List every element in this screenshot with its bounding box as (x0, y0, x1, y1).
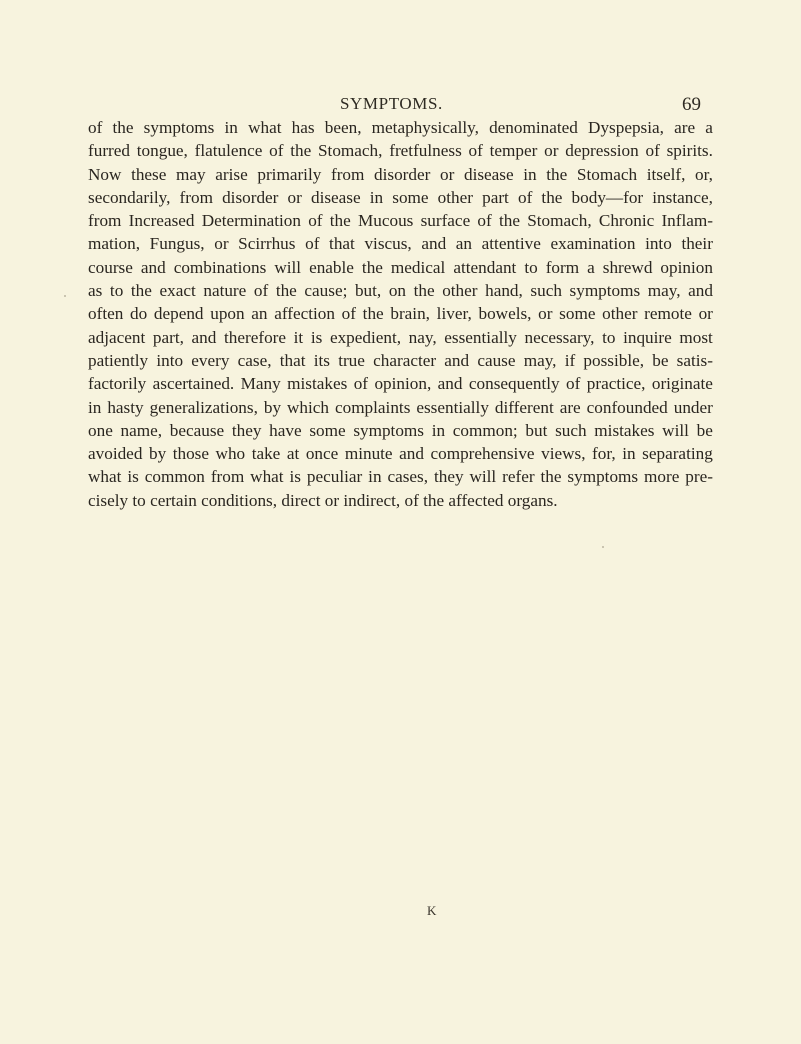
word: the (546, 164, 568, 184)
word: once (305, 444, 339, 464)
word: true (338, 350, 365, 370)
word: direct (281, 490, 321, 510)
word: or (324, 490, 340, 510)
word: part (482, 187, 509, 207)
word: take (251, 444, 281, 464)
word: name, (120, 420, 163, 440)
word: every (191, 350, 230, 370)
signature-mark: K (427, 903, 437, 918)
word: refer (502, 467, 535, 487)
word: the (361, 257, 383, 277)
word: Determination (201, 211, 301, 231)
word: of (645, 141, 660, 161)
word: essentially (416, 397, 489, 417)
text-line (88, 396, 713, 419)
word: what (248, 118, 282, 137)
word: course (88, 257, 133, 277)
word: mation, (88, 234, 141, 254)
word: Scirrhus (238, 234, 296, 254)
word: or (287, 187, 302, 207)
word: itself, (646, 164, 686, 184)
word: a (587, 257, 595, 277)
word: affected (448, 490, 504, 510)
word: attendant (453, 257, 517, 277)
word: confounded (586, 397, 668, 417)
word: often (88, 304, 124, 324)
word: tongue, (136, 141, 188, 161)
word: spirits. (666, 141, 713, 161)
word: arise (215, 164, 248, 184)
word: what (250, 467, 284, 487)
word: form (545, 257, 580, 277)
word: case, (237, 350, 272, 370)
word: but, (354, 281, 382, 301)
word: Stomach, (527, 211, 592, 231)
word: Stomach (576, 164, 638, 184)
word: flatulence (194, 141, 263, 161)
word: combinations (173, 257, 267, 277)
word: symptoms (353, 420, 424, 440)
word: essentially (444, 327, 517, 347)
word: the (275, 281, 297, 301)
text-line (88, 279, 713, 302)
word: into (645, 234, 672, 254)
word: brain, (390, 304, 430, 324)
word: these (131, 164, 167, 184)
word: disease (310, 187, 361, 207)
word: or, (695, 164, 713, 184)
word: Inflam- (661, 211, 713, 231)
word: been, (324, 118, 362, 137)
word: and (421, 234, 447, 254)
word: opinion (660, 257, 713, 277)
word: or (698, 304, 713, 324)
word: as (88, 281, 103, 301)
word: of (517, 187, 533, 207)
word: the (130, 281, 152, 301)
word: to (109, 281, 124, 301)
word: Fungus, (149, 234, 205, 254)
word: inquire (623, 327, 672, 347)
paper-speck (64, 295, 66, 297)
word: factorily (88, 374, 147, 394)
text-line (88, 326, 713, 349)
word: have (269, 420, 302, 440)
word: of (404, 490, 419, 510)
word: are (674, 118, 696, 137)
word: nature (203, 281, 247, 301)
word: and (191, 327, 217, 347)
word: may, (647, 281, 681, 301)
word: has (291, 118, 315, 137)
word: denominated (489, 118, 578, 137)
text-line (88, 465, 713, 488)
word: most (679, 327, 713, 347)
word: it (293, 327, 304, 347)
word: of (253, 281, 269, 301)
word: separating (642, 444, 713, 464)
word: primarily (257, 164, 322, 184)
word: shrewd (602, 257, 653, 277)
text-line (88, 349, 713, 372)
word: but (525, 420, 548, 440)
word: examination (550, 234, 636, 254)
word: or (544, 141, 559, 161)
word: the (540, 467, 562, 487)
word: part, (152, 327, 184, 347)
word: the (423, 490, 445, 510)
word: Many (240, 374, 281, 394)
page-number: 69 (682, 94, 701, 115)
word: depend (153, 304, 204, 324)
word: pre- (685, 467, 713, 487)
word: necessary, (524, 327, 595, 347)
word: at (286, 444, 300, 464)
word: Now (88, 164, 122, 184)
word: by (263, 397, 282, 417)
word: that (329, 234, 355, 254)
word: into (156, 350, 184, 370)
word: is (310, 327, 323, 347)
word: and (688, 281, 713, 301)
word: fretfulness (389, 141, 462, 161)
word: conditions, (201, 490, 278, 510)
word: the (329, 211, 351, 231)
word: who (215, 444, 246, 464)
word: medical (390, 257, 446, 277)
word: affection (274, 304, 335, 324)
word: the (290, 141, 312, 161)
word: common (144, 467, 205, 487)
word: avoided (88, 444, 143, 464)
text-line (88, 442, 713, 465)
word: certain (150, 490, 197, 510)
word: that (279, 350, 306, 370)
word: depression (565, 141, 639, 161)
word: patiently (88, 350, 149, 370)
word: disorder (222, 187, 279, 207)
word: and (437, 374, 463, 394)
word: is (127, 467, 139, 487)
word: possible, (583, 350, 645, 370)
word: if (564, 350, 576, 370)
word: they (231, 420, 262, 440)
word: generalizations, (149, 397, 258, 417)
word: peculiar (306, 467, 363, 487)
word: in (224, 118, 238, 137)
word: or (214, 234, 229, 254)
word: in (369, 187, 384, 207)
word: in (431, 420, 446, 440)
word: Stomach, (318, 141, 383, 161)
text-line (88, 139, 713, 162)
word: a (705, 118, 713, 137)
word: mistakes (594, 420, 655, 440)
word: Increased (128, 211, 195, 231)
word: to (524, 257, 538, 277)
word: be (652, 350, 669, 370)
word: ascertained. (152, 374, 235, 394)
word: mistakes (287, 374, 348, 394)
running-head-title: SYMPTOMS. (340, 94, 443, 113)
word: Mucous (357, 211, 414, 231)
word: to (132, 490, 146, 510)
word: will (469, 467, 497, 487)
word: symptoms (569, 281, 641, 301)
word: may, (523, 350, 557, 370)
word: common; (452, 420, 518, 440)
word: body—for (571, 187, 644, 207)
word: are (559, 397, 581, 417)
word: what (88, 467, 122, 487)
word: complaints (334, 397, 411, 417)
word: of (468, 141, 483, 161)
text-line (88, 372, 713, 395)
text-line (88, 163, 713, 186)
body-paragraph (88, 116, 713, 512)
word: its (313, 350, 330, 370)
word: other (442, 281, 478, 301)
text-line (88, 186, 713, 209)
word: of (341, 304, 356, 324)
word: expedient, (329, 327, 402, 347)
word: of (269, 141, 284, 161)
word: Dyspepsia, (588, 118, 664, 137)
word: more (644, 467, 680, 487)
word: organs. (507, 490, 558, 510)
word: enable (309, 257, 354, 277)
word: which (287, 397, 330, 417)
word: views, (541, 444, 586, 464)
word: character (373, 350, 437, 370)
word: they (433, 467, 464, 487)
word: from (88, 211, 122, 231)
word: will (662, 420, 689, 440)
text-line (88, 209, 713, 232)
word: attentive (481, 234, 541, 254)
word: of (308, 211, 323, 231)
word: cases, (387, 467, 429, 487)
word: of (305, 234, 320, 254)
word: in (523, 164, 537, 184)
word: is (289, 467, 301, 487)
word: comprehensive (430, 444, 535, 464)
paper-speck (602, 546, 604, 548)
word: such (530, 281, 562, 301)
word: secondarily, (88, 187, 171, 207)
word: some (392, 187, 429, 207)
word: the (112, 118, 134, 137)
word: the (541, 187, 563, 207)
word: the (413, 281, 435, 301)
text-line (88, 256, 713, 279)
word: symptoms (567, 467, 639, 487)
text-line (88, 419, 713, 442)
word: those (172, 444, 209, 464)
word: viscus, (364, 234, 412, 254)
word: by (148, 444, 167, 464)
word: of (477, 211, 492, 231)
word: or (440, 164, 455, 184)
word: cause (477, 350, 516, 370)
word: satis- (676, 350, 713, 370)
word: other (437, 187, 473, 207)
word: different (494, 397, 554, 417)
word: adjacent (88, 327, 146, 347)
word: one (88, 420, 113, 440)
word: instance, (652, 187, 713, 207)
word: temper (489, 141, 538, 161)
word: and (140, 257, 166, 277)
word: of (566, 374, 581, 394)
word: the (498, 211, 520, 231)
word: upon (210, 304, 245, 324)
word: other (602, 304, 638, 324)
running-head (0, 94, 801, 118)
word: hand, (485, 281, 523, 301)
word: under (673, 397, 713, 417)
word: their (681, 234, 713, 254)
word: may (176, 164, 206, 184)
word: exact (159, 281, 196, 301)
text-line (88, 302, 713, 325)
word: bowels, (478, 304, 532, 324)
word: an (455, 234, 473, 254)
word: metaphysically, (371, 118, 479, 137)
word: in (368, 467, 382, 487)
word: originate (651, 374, 713, 394)
word: of (88, 118, 103, 137)
word: some (559, 304, 596, 324)
word: therefore (224, 327, 287, 347)
word: in (622, 444, 636, 464)
word: from (210, 467, 245, 487)
text-line (88, 116, 713, 139)
word: or (538, 304, 553, 324)
word: such (555, 420, 587, 440)
word: an (251, 304, 268, 324)
word: in (88, 397, 102, 417)
word: minute (344, 444, 393, 464)
word: Chronic (598, 211, 655, 231)
word: nay, (408, 327, 437, 347)
word: disorder (374, 164, 431, 184)
word: to (602, 327, 616, 347)
word: of (353, 374, 369, 394)
word: consequently (468, 374, 560, 394)
word: practice, (586, 374, 646, 394)
word: liver, (436, 304, 472, 324)
word: disease (463, 164, 514, 184)
word: for, (592, 444, 616, 464)
word: because (169, 420, 225, 440)
word: from (330, 164, 365, 184)
word: some (309, 420, 346, 440)
word: be (696, 420, 713, 440)
word: on (388, 281, 406, 301)
word: hasty (107, 397, 144, 417)
word: the (362, 304, 384, 324)
word: and (444, 350, 470, 370)
word: remote (644, 304, 692, 324)
word: furred (88, 141, 130, 161)
word: cisely (88, 490, 129, 510)
word: from (179, 187, 213, 207)
word: surface (420, 211, 471, 231)
text-line-final (88, 489, 713, 512)
word: do (130, 304, 148, 324)
word: opinion, (374, 374, 432, 394)
text-line (88, 232, 713, 255)
word: and (399, 444, 424, 464)
word: indirect, (343, 490, 401, 510)
word: will (274, 257, 302, 277)
word: symptoms (143, 118, 215, 137)
word: cause; (304, 281, 348, 301)
